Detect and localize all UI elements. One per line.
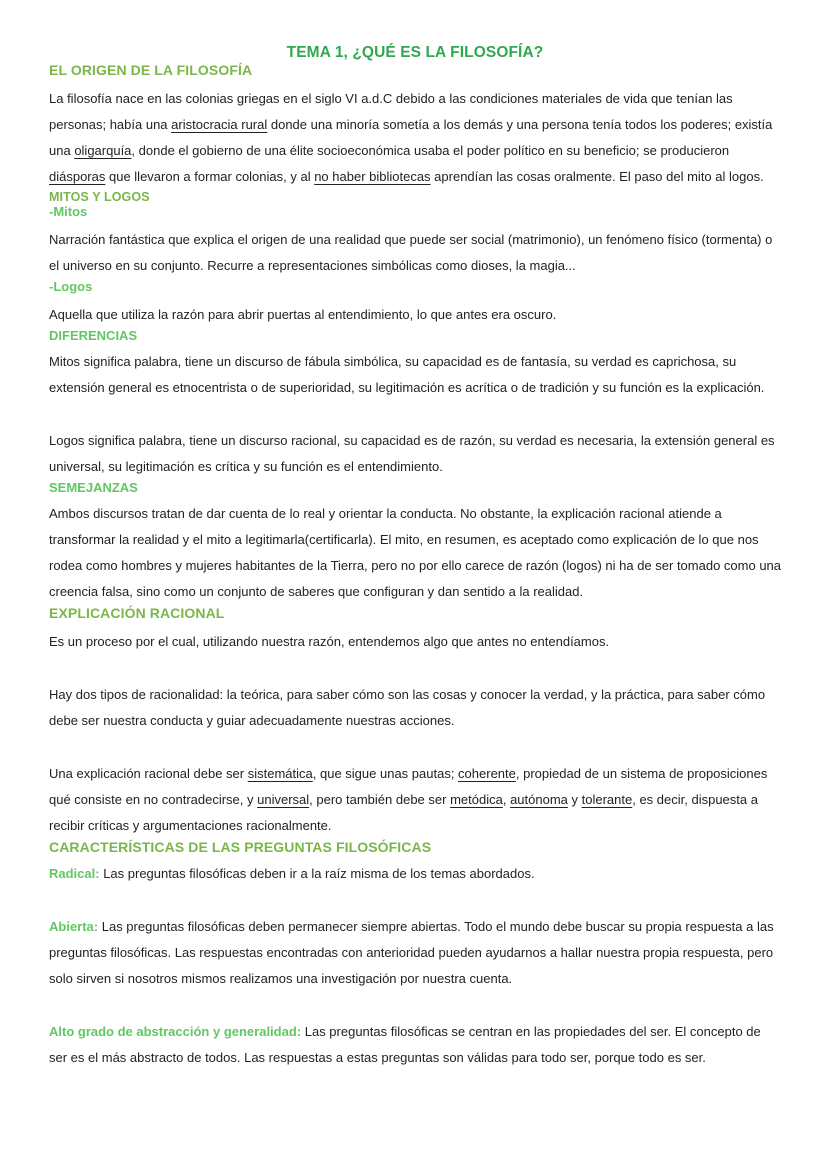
text-run: ,	[502, 792, 511, 807]
text-run: , donde el gobierno de una élite socioeconómica usaba el poder político en su beneficio; se producieron	[131, 143, 730, 158]
text-run: que llevaron a formar colonias, y al	[105, 169, 315, 184]
underlined-term: autónoma	[510, 792, 568, 807]
text-run: , es decir, dispuesta a recibir críticas y argumentaciones racionalmente.	[49, 792, 758, 833]
text-run: Una explicación racional debe ser	[49, 766, 248, 781]
subheading-mitos: -Mitos	[49, 204, 88, 219]
section-origen	[49, 62, 781, 190]
underlined-term: coherente	[458, 766, 516, 781]
underlined-term: no haber bibliotecas	[314, 169, 431, 184]
text-run: , que sigue unas pautas;	[312, 766, 459, 781]
paragraph-semejanzas: Ambos discursos tratan de dar cuenta de lo real y orientar la conducta. No obstante, la explicación racional atiende a transformar la realidad y el mito a legitimarla(certificarla). El mito, en resumen, es aceptado como explicación de lo que nos rodea como hombres y mujeres habitantes de la Tierra, pero no por ello carece de razón (logos) ni ha de ser tomado como una creencia falsa, sino como un conjunto de saberes que configuran y dan sentido a la realidad.	[49, 506, 782, 599]
section-mitos-y-logos	[49, 190, 781, 328]
text-run: y	[567, 792, 582, 807]
section-heading-explicacion-racional: EXPLICACIÓN RACIONAL	[49, 605, 225, 621]
underlined-term: diásporas	[49, 169, 106, 184]
item-text-abierta: Las preguntas filosóficas deben permanecer siempre abiertas. Todo el mundo debe buscar su propia respuesta a las preguntas filosóficas. Las respuestas encontradas con anterioridad pueden ayudarnos a hallar nuestra propia respuesta, pero solo sirven si nosotros mismos realizamos una investigación por nuestra cuenta.	[49, 919, 774, 986]
item-abstraccion	[49, 1019, 781, 1071]
section-heading-origen: EL ORIGEN DE LA FILOSOFÍA	[49, 62, 253, 78]
text-run: La filosofía nace en las colonias griegas en el siglo VI a.d.C debido a las condiciones materiales de vida que tenían las personas; había una	[49, 91, 733, 132]
item-text-radical: Las preguntas filosóficas deben ir a la raíz misma de los temas abordados.	[99, 866, 535, 881]
document-title: TEMA 1, ¿QUÉ ES LA FILOSOFÍA?	[286, 44, 544, 61]
underlined-term: oligarquía	[74, 143, 132, 158]
item-text-abstraccion: Las preguntas filosóficas se centran en las propiedades del ser. El concepto de ser es el más abstracto de todos. Las respuestas a estas preguntas son válidas para todo ser, porque todo es ser.	[49, 1024, 761, 1065]
item-abierta	[49, 914, 781, 992]
underlined-term: universal	[257, 792, 310, 807]
paragraph-mitos: Narración fantástica que explica el origen de una realidad que puede ser social (matrimonio), un fenómeno físico (tormenta) o el universo en su conjunto. Recurre a representaciones simbólicas como dioses, la magia...	[49, 232, 773, 273]
paragraph-logos: Aquella que utiliza la razón para abrir puertas al entendimiento, lo que antes era oscuro.	[49, 307, 557, 322]
item-lead-abierta: Abierta:	[49, 919, 99, 934]
text-run: , propiedad de un sistema de proposiciones qué consiste en no contradecirse, y	[49, 766, 768, 807]
subheading-logos: -Logos	[49, 279, 93, 294]
item-radical	[49, 861, 781, 887]
paragraph-explicacion-2: Hay dos tipos de racionalidad: la teórica, para saber cómo son las cosas y conocer la verdad, y la práctica, para saber cómo debe ser nuestra conducta y guiar adecuadamente nuestras acciones.	[49, 687, 766, 728]
section-heading-mitos-y-logos: MITOS Y LOGOS	[49, 190, 150, 204]
paragraph-diferencias-logos: Logos significa palabra, tiene un discurso racional, su capacidad es de razón, su verdad es necesaria, la extensión general es universal, su legitimación es crítica y su función es el entendimiento.	[49, 433, 775, 474]
section-heading-semejanzas: SEMEJANZAS	[49, 480, 138, 495]
underlined-term: tolerante	[581, 792, 633, 807]
section-heading-caracteristicas: CARACTERÍSTICAS DE LAS PREGUNTAS FILOSÓFICAS	[49, 839, 432, 855]
section-diferencias	[49, 328, 781, 480]
text-run: aprendían las cosas oralmente. El paso del mito al logos.	[430, 169, 764, 184]
paragraph-origen	[49, 86, 781, 190]
section-heading-diferencias: DIFERENCIAS	[49, 328, 138, 343]
item-lead-radical: Radical:	[49, 866, 100, 881]
paragraph-explicacion-3	[49, 761, 781, 839]
underlined-term: sistemática	[247, 766, 313, 781]
section-explicacion-racional	[49, 605, 781, 839]
section-caracteristicas	[49, 839, 781, 1071]
section-semejanzas	[49, 480, 781, 605]
underlined-term: aristocracia rural	[171, 117, 268, 132]
paragraph-diferencias-mitos: Mitos significa palabra, tiene un discurso de fábula simbólica, su capacidad es de fantasía, su verdad es caprichosa, su extensión general es etnocentrista o de superioridad, su legitimación es acrítica o de tradición y su función es la explicación.	[49, 354, 765, 395]
item-lead-abstraccion: Alto grado de abstracción y generalidad:	[49, 1024, 302, 1039]
text-run: donde una minoría sometía a los demás y una persona tenía todos los poderes; existía una	[49, 117, 773, 158]
paragraph-explicacion-1: Es un proceso por el cual, utilizando nuestra razón, entendemos algo que antes no entendíamos.	[49, 634, 610, 649]
text-run: , pero también debe ser	[309, 792, 451, 807]
underlined-term: metódica	[450, 792, 503, 807]
